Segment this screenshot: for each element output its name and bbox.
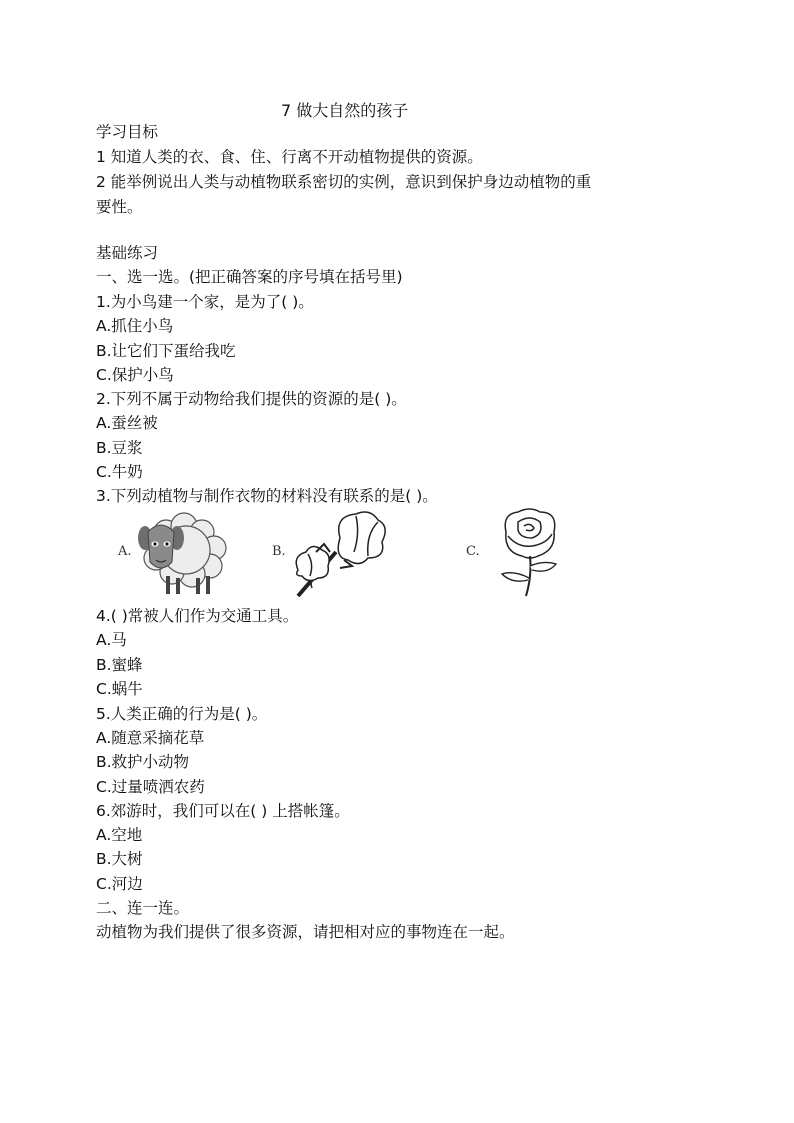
objectives-heading: 学习目标 — [96, 123, 159, 141]
q6-option-a: A.空地 — [96, 826, 143, 844]
q1-option-a: A.抓住小鸟 — [96, 317, 174, 335]
q6-option-b: B.大树 — [96, 850, 143, 868]
rose-icon — [496, 508, 564, 598]
q3-image-options — [96, 508, 596, 600]
objective-1: 1 知道人类的衣、食、住、行离不开动植物提供的资源。 — [96, 148, 483, 166]
q5-option-c: C.过量喷洒农药 — [96, 778, 205, 796]
sheep-icon — [136, 510, 228, 598]
q4-option-b: B.蜜蜂 — [96, 656, 143, 674]
q6-option-c: C.河边 — [96, 875, 143, 893]
q2-option-a: A.蚕丝被 — [96, 414, 158, 432]
section-2-instruction: 动植物为我们提供了很多资源，请把相对应的事物连在一起。 — [96, 923, 515, 941]
q1-option-c: C.保护小鸟 — [96, 366, 174, 384]
question-3: 3.下列动植物与制作衣物的材料没有联系的是( )。 — [96, 487, 438, 505]
q4-option-a: A.马 — [96, 631, 127, 649]
q3-label-b: B. — [272, 544, 286, 559]
q5-option-b: B.救护小动物 — [96, 753, 190, 771]
page-title: 7 做大自然的孩子 — [281, 101, 409, 120]
objective-2: 2 能举例说出人类与动植物联系密切的实例，意识到保护身边动植物的重 — [96, 173, 592, 191]
question-4: 4.( )常被人们作为交通工具。 — [96, 607, 299, 625]
q3-label-a: A. — [118, 544, 132, 559]
section-2-heading: 二、连一连。 — [96, 899, 190, 917]
q2-option-b: B.豆浆 — [96, 439, 143, 457]
question-1: 1.为小鸟建一个家，是为了( )。 — [96, 293, 314, 311]
question-5: 5.人类正确的行为是( )。 — [96, 705, 268, 723]
q2-option-c: C.牛奶 — [96, 463, 143, 481]
question-6: 6.郊游时，我们可以在( ) 上搭帐篷。 — [96, 802, 350, 820]
q1-option-b: B.让它们下蛋给我吃 — [96, 342, 236, 360]
cotton-icon — [290, 508, 390, 598]
question-2: 2.下列不属于动物给我们提供的资源的是( )。 — [96, 390, 407, 408]
practice-heading: 基础练习 — [96, 244, 159, 262]
q4-option-c: C.蜗牛 — [96, 680, 143, 698]
section-1-heading: 一、选一选。(把正确答案的序号填在括号里) — [96, 268, 403, 286]
q5-option-a: A.随意采摘花草 — [96, 729, 205, 747]
q3-label-c: C. — [466, 544, 480, 559]
objective-2-cont: 要性。 — [96, 198, 143, 216]
